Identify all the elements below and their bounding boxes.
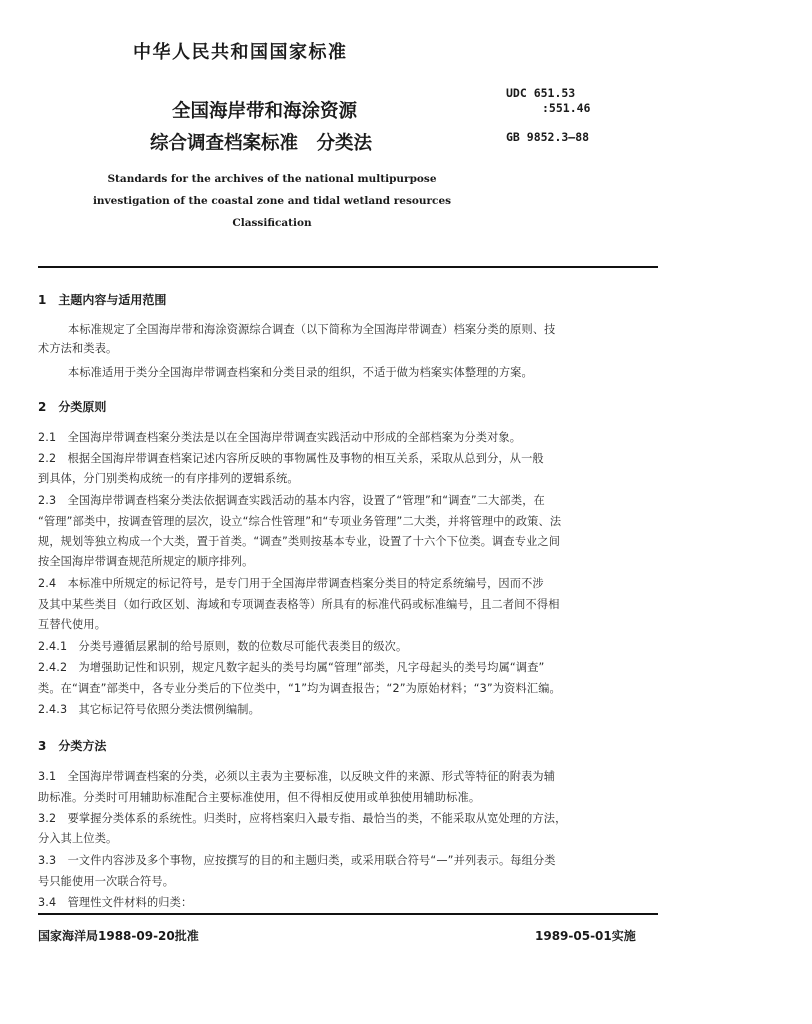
text-line: 术方法和类表。 <box>38 342 118 355</box>
text-line: 号只能使用一次联合符号。 <box>38 875 175 888</box>
text-line: 类。在“调查”部类中，各专业分类后的下位类中，“1”均为调查报告；“2”为原始材料；“3”为资料汇编。 <box>38 682 561 695</box>
text-line: 2.1 全国海岸带调查档案分类法是以在全国海岸带调查实践活动中形成的全部档案为分类对象。 <box>38 431 522 444</box>
text-line: 本标准适用于类分全国海岸带调查档案和分类目录的组织，不适于做为档案实体整理的方案。 <box>68 366 533 379</box>
text-line: 分入其上位类。 <box>38 832 118 845</box>
udc-code-line-2: :551.46 <box>542 101 591 115</box>
text-line: 按全国海岸带调查规范所规定的顺序排列。 <box>38 555 254 568</box>
national-standard-heading: 中华人民共和国国家标准 <box>133 42 348 63</box>
udc-code-line-1: UDC 651.53 <box>506 86 576 100</box>
document-title-line-1: 全国海岸带和海涂资源 <box>172 101 358 122</box>
text-line: “管理”部类中，按调查管理的层次，设立“综合性管理”和“专项业务管理”二大类，并将管理中的政策、法 <box>38 515 562 528</box>
english-title-line-1: Standards for the archives of the national multipurpose <box>107 173 437 185</box>
text-line: 2.4.2 为增强助记性和识别，规定凡数字起头的类号均属“管理”部类，凡字母起头的类号均属“调查” <box>38 661 545 674</box>
text-line: 2.4.3 其它标记符号依照分类法惯例编制。 <box>38 703 260 716</box>
text-line: 2.4 本标准中所规定的标记符号，是专门用于全国海岸带调查档案分类目的特定系统编号，因而不涉 <box>38 577 544 590</box>
section-heading: 3 分类方法 <box>38 739 107 753</box>
section-heading: 2 分类原则 <box>38 400 107 414</box>
effective-date: 1989-05-01实施 <box>535 929 636 943</box>
approval-date: 国家海洋局1988-09-20批准 <box>38 929 199 943</box>
text-line: 互替代使用。 <box>38 618 107 631</box>
english-title-line-3: Classification <box>232 217 312 229</box>
text-line: 到具体，分门别类构成统一的有序排列的逻辑系统。 <box>38 472 299 485</box>
document-title-line-2: 综合调查档案标准 分类法 <box>150 133 373 154</box>
text-line: 规，规划等独立构成一个大类，置于首类。“调查”类则按基本专业，设置了十六个下位类。调查专业之间 <box>38 535 561 548</box>
footer-divider <box>38 913 658 915</box>
text-line: 2.4.1 分类号遵循层累制的给号原则，数的位数尽可能代表类目的级次。 <box>38 640 408 653</box>
text-line: 2.2 根据全国海岸带调查档案记述内容所反映的事物属性及事物的相互关系，采取从总到分，从一般 <box>38 452 544 465</box>
text-line: 2.3 全国海岸带调查档案分类法依据调查实践活动的基本内容，设置了“管理”和“调查”二大部类，在 <box>38 494 545 507</box>
text-line: 3.4 管理性文件材料的归类： <box>38 896 193 909</box>
section-heading: 1 主题内容与适用范围 <box>38 293 167 307</box>
text-line: 助标准。分类时可用辅助标准配合主要标准使用，但不得相反使用或单独使用辅助标准。 <box>38 791 481 804</box>
text-line: 本标准规定了全国海岸带和海涂资源综合调查（以下简称为全国海岸带调查）档案分类的原则、技 <box>68 323 556 336</box>
text-line: 及其中某些类目（如行政区划、海域和专项调查表格等）所具有的标准代码或标准编号，且二者间不得相 <box>38 598 560 611</box>
header-divider <box>38 266 658 268</box>
text-line: 3.2 要掌握分类体系的系统性。归类时，应将档案归入最专指、最恰当的类，不能采取从宽处理的方法， <box>38 812 567 825</box>
gb-standard-number: GB 9852.3—88 <box>506 130 590 144</box>
english-title-line-2: investigation of the coastal zone and tidal wetland resources <box>92 195 452 207</box>
text-line: 3.3 一文件内容涉及多个事物，应按撰写的目的和主题归类，或采用联合符号“—”并列表示。每组分类 <box>38 854 556 867</box>
text-line: 3.1 全国海岸带调查档案的分类，必须以主表为主要标准，以反映文件的来源、形式等特征的附表为辅 <box>38 770 556 783</box>
